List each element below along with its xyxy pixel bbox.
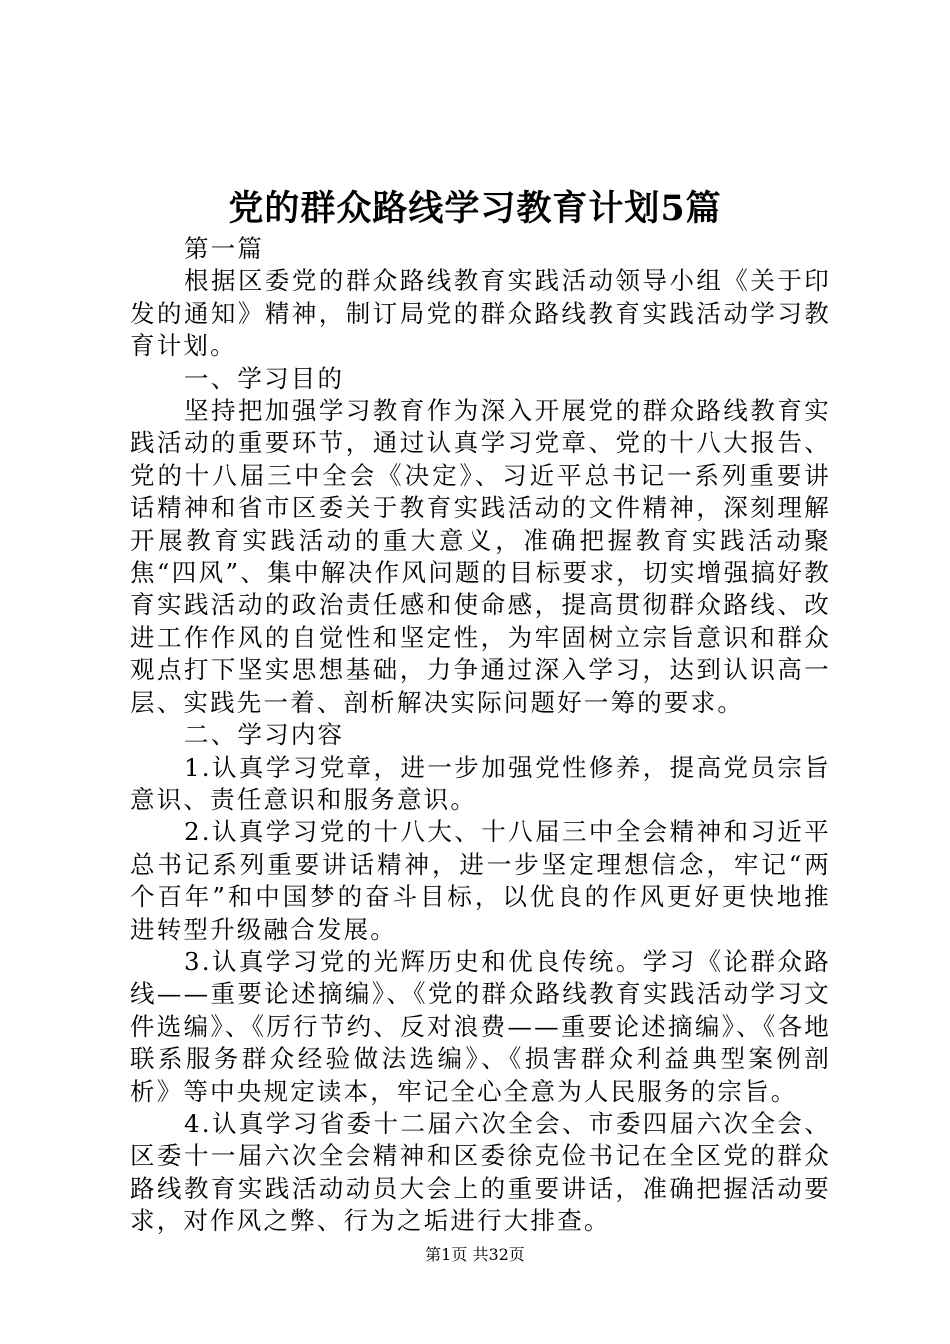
intro-paragraph: 根据区委党的群众路线教育实践活动领导小组《关于印发的通知》精神，制订局党的群众路线教育实践活动学习教育计划。 [130, 266, 831, 361]
content-item-2: 2.认真学习党的十八大、十八届三中全会精神和习近平总书记系列重要讲话精神，进一步坚定理想信念，牢记“两个百年”和中国梦的奋斗目标，以优良的作风更好更快地推进转型升级融合发展。 [130, 817, 831, 944]
document-title: 党的群众路线学习教育计划5篇 [228, 188, 722, 229]
purpose-paragraph: 坚持把加强学习教育作为深入开展党的群众路线教育实践活动的重要环节，通过认真学习党章、党的十八大报告、党的十八届三中全会《决定》、习近平总书记一系列重要讲话精神和省市区委关于教育实践活动的文件精神，深刻理解开展教育实践活动的重大意义，准确把握教育实践活动聚焦“四风”、集中解决作风问题的目标要求，切实增强搞好教育实践活动的政治责任感和使命感，提高贯彻群众路线、改进工作作风的自觉性和坚定性，为牢固树立宗旨意识和群众观点打下坚实思想基础，力争通过深入学习，达到认识高一层、实践先一着、剖析解决实际问题好一筹的要求。 [130, 396, 831, 717]
content-item-4: 4.认真学习省委十二届六次全会、市委四届六次全会、区委十一届六次全会精神和区委徐克俭书记在全区党的群众路线教育实践活动动员大会上的重要讲话，准确把握活动要求，对作风之弊、行为之垢进行大排查。 [130, 1108, 831, 1236]
section-heading-content: 二、学习内容 [184, 720, 345, 750]
content-item-3: 3.认真学习党的光辉历史和优良传统。学习《论群众路线——重要论述摘编》、《党的群众路线教育实践活动学习文件选编》、《厉行节约、反对浪费——重要论述摘编》、《各地联系服务群众经验做法选编》、《损害群众利益典型案例剖析》等中央规定读本，牢记全心全意为人民服务的宗旨。 [130, 946, 831, 1106]
section-heading-part-one: 第一篇 [184, 234, 265, 263]
page-number-footer: 第1页 共32页 [425, 1245, 525, 1264]
section-heading-purpose: 一、学习目的 [184, 363, 345, 393]
content-item-1: 1.认真学习党章，进一步加强党性修养，提高党员宗旨意识、责任意识和服务意识。 [130, 752, 831, 814]
document-body [130, 233, 831, 1238]
